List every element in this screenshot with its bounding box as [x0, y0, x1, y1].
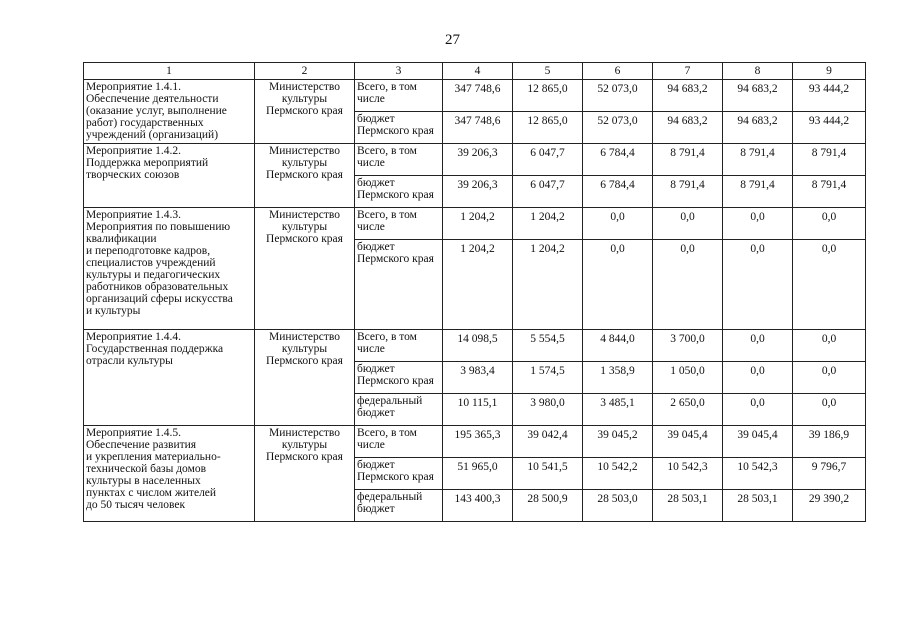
- amount-cell: 6 047,7: [513, 144, 583, 176]
- amount-cell: 39 206,3: [443, 176, 513, 208]
- amount-cell: 10 115,1: [443, 394, 513, 426]
- amount-cell: 52 073,0: [583, 80, 653, 112]
- amount-cell: 8 791,4: [793, 144, 866, 176]
- amount-cell: 1 574,5: [513, 362, 583, 394]
- amount-cell: 1 204,2: [443, 240, 513, 330]
- amount-cell: 10 542,3: [653, 458, 723, 490]
- amount-cell: 1 204,2: [443, 208, 513, 240]
- amount-cell: 1 050,0: [653, 362, 723, 394]
- header-cell: 7: [653, 63, 723, 80]
- amount-cell: 0,0: [793, 362, 866, 394]
- amount-cell: 5 554,5: [513, 330, 583, 362]
- amount-cell: 3 983,4: [443, 362, 513, 394]
- amount-cell: 8 791,4: [723, 176, 793, 208]
- funding-source-cell: бюджет Пермского края: [355, 112, 443, 144]
- amount-cell: 3 485,1: [583, 394, 653, 426]
- amount-cell: 347 748,6: [443, 112, 513, 144]
- amount-cell: 9 796,7: [793, 458, 866, 490]
- funding-source-cell: Всего, в том числе: [355, 208, 443, 240]
- amount-cell: 94 683,2: [653, 80, 723, 112]
- amount-cell: 0,0: [723, 330, 793, 362]
- amount-cell: 28 503,1: [723, 490, 793, 522]
- amount-cell: 10 542,3: [723, 458, 793, 490]
- funding-source-cell: Всего, в том числе: [355, 80, 443, 112]
- header-cell: 2: [255, 63, 355, 80]
- table-row: [84, 144, 866, 176]
- funding-source-cell: бюджет Пермского края: [355, 362, 443, 394]
- amount-cell: 0,0: [793, 240, 866, 330]
- amount-cell: 1 204,2: [513, 208, 583, 240]
- amount-cell: 28 503,0: [583, 490, 653, 522]
- event-cell: Мероприятие 1.4.1. Обеспечение деятельности (оказание услуг, выполнение работ) государственных учреждений (организаций): [84, 80, 255, 144]
- amount-cell: 347 748,6: [443, 80, 513, 112]
- event-cell: Мероприятие 1.4.5. Обеспечение развития и укрепления материально- технической базы домов культуры в населенных пунктах с числом жителей до 50 тысяч человек: [84, 426, 255, 522]
- amount-cell: 51 965,0: [443, 458, 513, 490]
- amount-cell: 8 791,4: [723, 144, 793, 176]
- header-cell: 5: [513, 63, 583, 80]
- amount-cell: 1 204,2: [513, 240, 583, 330]
- table-row: [84, 208, 866, 240]
- amount-cell: 10 542,2: [583, 458, 653, 490]
- header-cell: 1: [84, 63, 255, 80]
- funding-source-cell: федеральный бюджет: [355, 394, 443, 426]
- amount-cell: 94 683,2: [723, 80, 793, 112]
- amount-cell: 143 400,3: [443, 490, 513, 522]
- amount-cell: 6 784,4: [583, 176, 653, 208]
- amount-cell: 10 541,5: [513, 458, 583, 490]
- amount-cell: 12 865,0: [513, 80, 583, 112]
- amount-cell: 0,0: [653, 240, 723, 330]
- ministry-cell: Министерство культуры Пермского края: [255, 208, 355, 330]
- amount-cell: 0,0: [723, 394, 793, 426]
- amount-cell: 12 865,0: [513, 112, 583, 144]
- funding-source-cell: федеральный бюджет: [355, 490, 443, 522]
- amount-cell: 0,0: [793, 394, 866, 426]
- header-cell: 6: [583, 63, 653, 80]
- amount-cell: 2 650,0: [653, 394, 723, 426]
- page-number: 27: [445, 32, 460, 48]
- amount-cell: 39 206,3: [443, 144, 513, 176]
- table-row: [84, 426, 866, 458]
- funding-source-cell: бюджет Пермского края: [355, 240, 443, 330]
- funding-source-cell: бюджет Пермского края: [355, 176, 443, 208]
- amount-cell: 29 390,2: [793, 490, 866, 522]
- amount-cell: 94 683,2: [653, 112, 723, 144]
- amount-cell: 0,0: [583, 240, 653, 330]
- amount-cell: 3 980,0: [513, 394, 583, 426]
- header-cell: 9: [793, 63, 866, 80]
- amount-cell: 39 186,9: [793, 426, 866, 458]
- amount-cell: 0,0: [583, 208, 653, 240]
- amount-cell: 8 791,4: [793, 176, 866, 208]
- amount-cell: 0,0: [653, 208, 723, 240]
- ministry-cell: Министерство культуры Пермского края: [255, 80, 355, 144]
- ministry-cell: Министерство культуры Пермского края: [255, 426, 355, 522]
- amount-cell: 39 045,4: [653, 426, 723, 458]
- header-row: [84, 63, 866, 80]
- amount-cell: 94 683,2: [723, 112, 793, 144]
- amount-cell: 52 073,0: [583, 112, 653, 144]
- table-body: [84, 63, 866, 522]
- budget-table: [83, 62, 866, 522]
- amount-cell: 8 791,4: [653, 176, 723, 208]
- amount-cell: 39 045,4: [723, 426, 793, 458]
- amount-cell: 3 700,0: [653, 330, 723, 362]
- amount-cell: 4 844,0: [583, 330, 653, 362]
- amount-cell: 39 045,2: [583, 426, 653, 458]
- amount-cell: 93 444,2: [793, 80, 866, 112]
- funding-source-cell: бюджет Пермского края: [355, 458, 443, 490]
- amount-cell: 14 098,5: [443, 330, 513, 362]
- event-cell: Мероприятие 1.4.3. Мероприятия по повышению квалификации и переподготовке кадров, специалистов учреждений культуры и педагогических работников образовательных организаций сферы искусства и культуры: [84, 208, 255, 330]
- funding-source-cell: Всего, в том числе: [355, 330, 443, 362]
- amount-cell: 28 503,1: [653, 490, 723, 522]
- amount-cell: 1 358,9: [583, 362, 653, 394]
- header-cell: 4: [443, 63, 513, 80]
- amount-cell: 28 500,9: [513, 490, 583, 522]
- event-cell: Мероприятие 1.4.4. Государственная поддержка отрасли культуры: [84, 330, 255, 426]
- amount-cell: 93 444,2: [793, 112, 866, 144]
- amount-cell: 0,0: [723, 362, 793, 394]
- amount-cell: 0,0: [793, 208, 866, 240]
- amount-cell: 0,0: [723, 208, 793, 240]
- amount-cell: 6 784,4: [583, 144, 653, 176]
- table-row: [84, 330, 866, 362]
- table-row: [84, 80, 866, 112]
- funding-source-cell: Всего, в том числе: [355, 144, 443, 176]
- header-cell: 3: [355, 63, 443, 80]
- ministry-cell: Министерство культуры Пермского края: [255, 144, 355, 208]
- amount-cell: 0,0: [793, 330, 866, 362]
- amount-cell: 39 042,4: [513, 426, 583, 458]
- funding-source-cell: Всего, в том числе: [355, 426, 443, 458]
- amount-cell: 195 365,3: [443, 426, 513, 458]
- amount-cell: 0,0: [723, 240, 793, 330]
- amount-cell: 8 791,4: [653, 144, 723, 176]
- header-cell: 8: [723, 63, 793, 80]
- ministry-cell: Министерство культуры Пермского края: [255, 330, 355, 426]
- event-cell: Мероприятие 1.4.2. Поддержка мероприятий творческих союзов: [84, 144, 255, 208]
- amount-cell: 6 047,7: [513, 176, 583, 208]
